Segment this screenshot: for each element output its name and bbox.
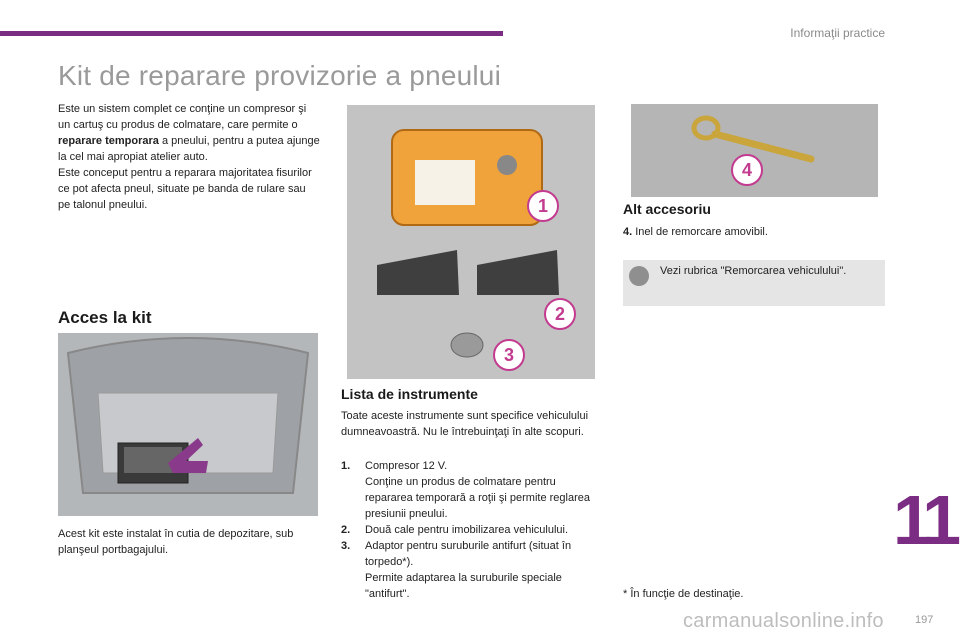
towing-eye-photo xyxy=(631,104,878,197)
list-item-body xyxy=(365,522,601,538)
list-item-line: Conţine un produs de colmatare pentru repararea temporară a roţii şi permite reglarea presiunii pneului. xyxy=(365,476,590,520)
list-item-number: 3. xyxy=(341,540,351,552)
list-item-line: Adaptor pentru suruburile antifurt (situat în torpedo*). xyxy=(365,540,572,568)
trunk-photo xyxy=(58,333,318,516)
access-heading: Acces la kit xyxy=(58,308,152,327)
tools-intro: Toate aceste instrumente sunt specifice vehiculului dumneavoastră. Nu le întrebuinţaţi în alte scopuri. xyxy=(341,410,589,438)
note-box xyxy=(623,260,885,306)
accessory-item xyxy=(623,224,885,240)
section-label: Informaţii practice xyxy=(790,26,885,40)
list-item-line: Compresor 12 V. xyxy=(365,460,448,472)
callout-2: 2 xyxy=(544,298,576,330)
callout-1: 1 xyxy=(527,190,559,222)
list-item xyxy=(341,538,601,602)
page-title: Kit de reparare provizorie a pneului xyxy=(58,60,502,91)
info-icon xyxy=(629,266,649,286)
tools-heading: Lista de instrumente xyxy=(341,386,478,402)
header-accent-bar xyxy=(0,31,503,36)
trunk-illustration xyxy=(58,333,318,516)
chapter-number: 11 xyxy=(893,481,955,559)
callout-3: 3 xyxy=(493,339,525,371)
list-item-line: Permite adaptarea la suruburile speciale "antifurt". xyxy=(365,572,562,600)
kit-illustration xyxy=(347,105,595,379)
accessory-heading: Alt accesoriu xyxy=(623,201,711,217)
list-item-number: 1. xyxy=(341,460,351,472)
page-number: 197 xyxy=(915,614,934,626)
list-item-number: 2. xyxy=(341,524,351,536)
intro-text-bold: reparare temporara xyxy=(58,135,159,147)
list-item xyxy=(341,522,601,538)
watermark: carmanualsonline.info xyxy=(683,610,884,632)
list-item-line: Două cale pentru imobilizarea vehiculului. xyxy=(365,524,569,536)
accessory-item-number: 4. xyxy=(623,226,633,238)
access-text: Acest kit este instalat în cutia de depozitare, sub planşeul portbagajului. xyxy=(58,528,294,556)
intro-text xyxy=(58,101,320,213)
intro-text-2: Este conceput pentru a reparara majoritatea fisurilor ce pot afecta pneul, situate pe banda de rulare sau pe talonul pneului. xyxy=(58,167,312,211)
list-item xyxy=(341,458,601,522)
callout-4: 4 xyxy=(731,154,763,186)
tools-list xyxy=(341,458,601,602)
note-text: Vezi rubrica "Remorcarea vehiculului". xyxy=(660,265,847,277)
list-item-body xyxy=(365,538,601,602)
footnote: * În funcţie de destinaţie. xyxy=(623,588,744,600)
intro-text-b: a pneului, pentru a putea ajunge la cel mai apropiat atelier auto. xyxy=(58,135,320,163)
intro-text-a: Este un sistem complet ce conţine un compresor şi un cartuş cu produs de colmatare, care permite o xyxy=(58,103,307,131)
kit-photo xyxy=(347,105,595,379)
list-item-body xyxy=(365,458,601,522)
accessory-item-text: Inel de remorcare amovibil. xyxy=(635,226,768,238)
